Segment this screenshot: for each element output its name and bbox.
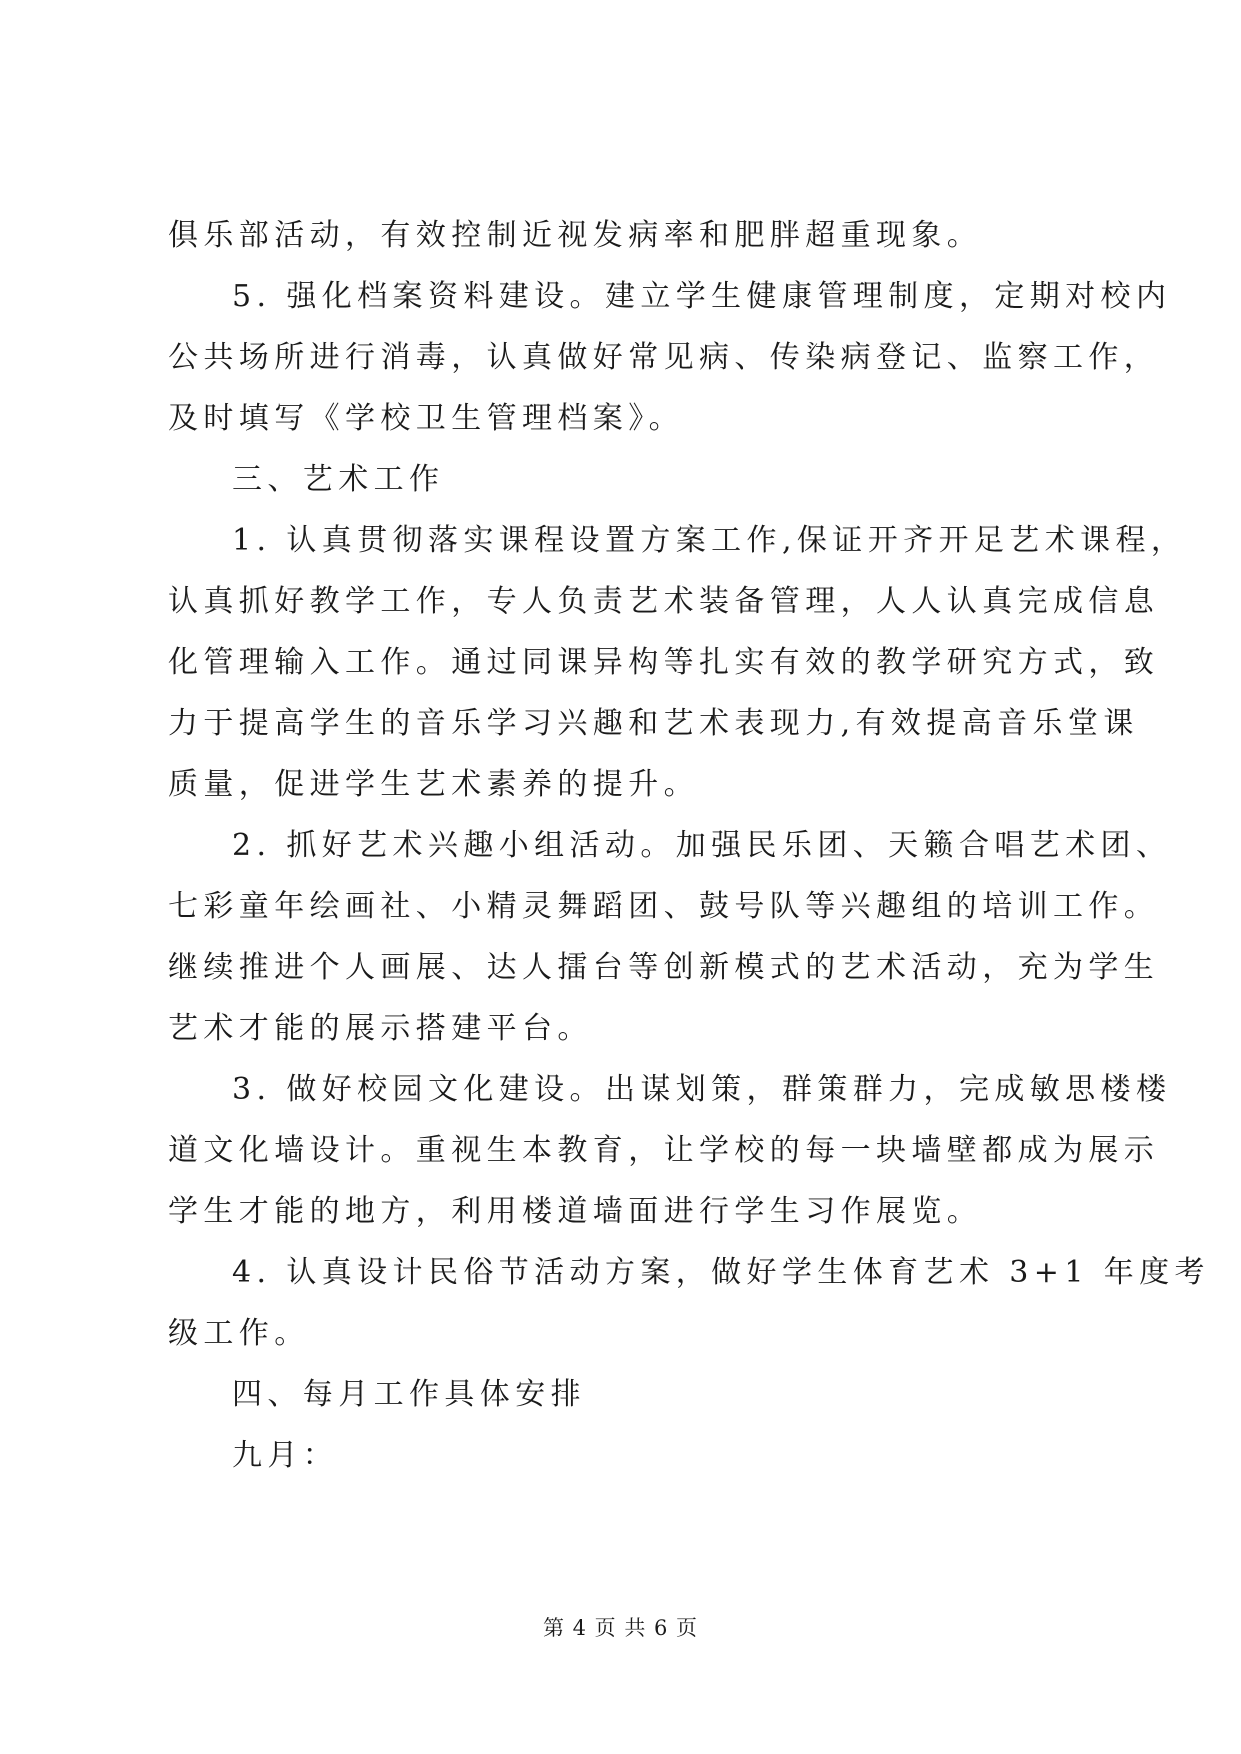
text-line-8: 化管理输入工作。通过同课异构等扎实有效的教学研究方式，致 bbox=[168, 645, 1160, 680]
text-line-14: 艺术才能的展示搭建平台。 bbox=[168, 1011, 593, 1046]
text-line-7: 认真抓好教学工作，专人负责艺术装备管理，人人认真完成信息 bbox=[168, 584, 1160, 619]
text-line-3: 公共场所进行消毒，认真做好常见病、传染病登记、监察工作， bbox=[168, 340, 1160, 375]
text-line-6: 1. 认真贯彻落实课程设置方案工作,保证开齐开足艺术课程， bbox=[232, 523, 1187, 558]
text-line-2: 5. 强化档案资料建设。建立学生健康管理制度，定期对校内 bbox=[232, 279, 1172, 314]
text-line-19: 级工作。 bbox=[168, 1316, 310, 1351]
text-line-13: 继续推进个人画展、达人擂台等创新模式的艺术活动，充为学生 bbox=[168, 950, 1160, 985]
text-line-1: 俱乐部活动，有效控制近视发病率和肥胖超重现象。 bbox=[168, 218, 983, 253]
text-line-15: 3. 做好校园文化建设。出谋划策，群策群力，完成敏思楼楼 bbox=[232, 1072, 1172, 1107]
text-line-4: 及时填写《学校卫生管理档案》。 bbox=[168, 401, 684, 436]
text-line-10: 质量，促进学生艺术素养的提升。 bbox=[168, 767, 699, 802]
text-line-11: 2. 抓好艺术兴趣小组活动。加强民乐团、天籁合唱艺术团、 bbox=[232, 828, 1172, 863]
section-heading-monthly-schedule: 四、每月工作具体安排 bbox=[232, 1377, 586, 1412]
text-line-17: 学生才能的地方，利用楼道墙面进行学生习作展览。 bbox=[168, 1194, 983, 1229]
section-heading-art-work: 三、艺术工作 bbox=[232, 462, 445, 497]
text-line-18: 4. 认真设计民俗节活动方案，做好学生体育艺术 3+1 年度考 bbox=[232, 1255, 1210, 1290]
month-heading-september: 九月： bbox=[232, 1438, 339, 1473]
text-line-12: 七彩童年绘画社、小精灵舞蹈团、鼓号队等兴趣组的培训工作。 bbox=[168, 889, 1160, 924]
text-line-9: 力于提高学生的音乐学习兴趣和艺术表现力,有效提高音乐堂课 bbox=[168, 706, 1139, 741]
page-number-footer: 第 4 页 共 6 页 bbox=[542, 1616, 699, 1640]
document-body bbox=[168, 205, 1210, 1486]
text-line-16: 道文化墙设计。重视生本教育，让学校的每一块墙壁都成为展示 bbox=[168, 1133, 1160, 1168]
